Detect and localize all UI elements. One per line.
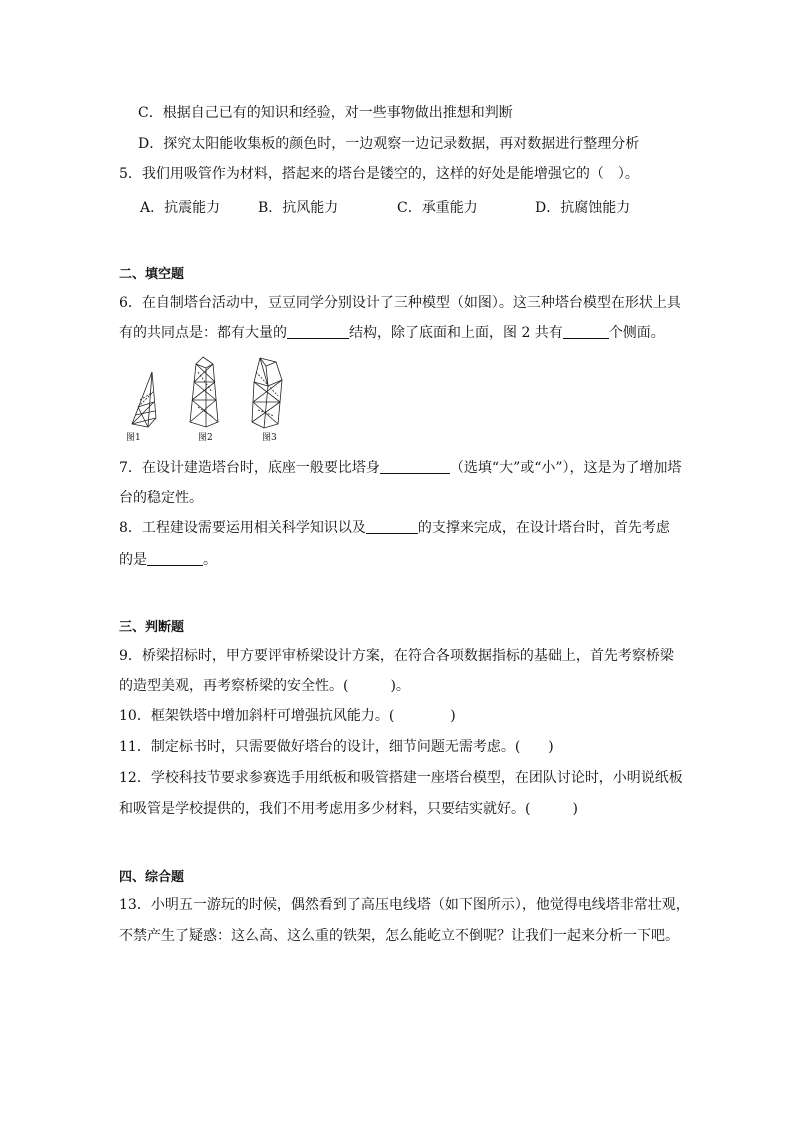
q8-line-1 (119, 519, 670, 537)
tower-models-drawing (118, 352, 298, 442)
q12-line-2: 和吸管是学校提供的，我们不用考虑用多少材料，只要结实就好。( ) (119, 801, 578, 817)
section-3-title: 三、判断题 (119, 620, 185, 635)
q6-text-c: 个侧面。 (608, 325, 665, 341)
fig3-label: 图3 (262, 433, 277, 443)
fig1-outline (132, 372, 152, 427)
q7-text-a: 7．在设计建造塔台时，底座一般要比塔身 (119, 460, 380, 476)
q5-option-b: B．抗风能力 (258, 200, 339, 216)
q5-option-d: D．抗腐蚀能力 (535, 200, 631, 216)
q6-blank-2[interactable] (563, 324, 609, 339)
q5-option-a: A．抗震能力 (140, 200, 221, 216)
q6-blank-1[interactable] (287, 324, 349, 339)
tower-models-figure (118, 352, 298, 442)
fig1-label: 图1 (126, 433, 141, 443)
q4-option-c: C．根据自己已有的知识和经验，对一些事物做出推想和判断 (138, 105, 513, 121)
q8-blank-1[interactable] (366, 519, 418, 534)
q8-text-a: 8．工程建设需要运用相关科学知识以及 (119, 520, 366, 536)
q6-text-b: 结构，除了底面和上面，图 2 共有 (349, 325, 563, 341)
q6-line-1: 6．在自制塔台活动中，豆豆同学分别设计了三种模型（如图）。这三种塔台模型在形状上具 (119, 295, 681, 311)
q6-line-2 (119, 324, 665, 342)
q13-line-2: 不禁产生了疑惑：这么高、这么重的铁架，怎么能屹立不倒呢？让我们一起来分析一下吧。 (119, 928, 679, 944)
q7-text-b: （选填“大”或“小”），这是为了增加塔 (449, 460, 682, 476)
section-2-title: 二、填空题 (119, 267, 185, 282)
q8-line-2 (119, 551, 217, 569)
q11: 11．制定标书时，只需要做好塔台的设计，细节问题无需考虑。( ) (119, 739, 554, 755)
q8-text-c: 的是 (119, 552, 147, 568)
q9-line-1: 9．桥梁招标时，甲方要评审桥梁设计方案，在符合各项数据指标的基础上，首先考察桥梁 (119, 648, 674, 664)
q13-line-1: 13．小明五一游玩的时候，偶然看到了高压电线塔（如下图所示），他觉得电线塔非常壮观， (119, 897, 690, 913)
q6-text-a: 有的共同点是：都有大量的 (119, 325, 287, 341)
q8-blank-2[interactable] (147, 551, 203, 566)
q5-option-c: C．承重能力 (397, 200, 478, 216)
q12-line-1: 12．学校科技节要求参赛选手用纸板和吸管搭建一座塔台模型，在团队讨论时，小明说纸板 (119, 770, 683, 786)
q7-blank[interactable] (380, 459, 450, 474)
q9-line-2: 的造型美观，再考察桥梁的安全性。( )。 (119, 678, 410, 694)
section-4-title: 四、综合题 (119, 870, 185, 885)
q10: 10．框架铁塔中增加斜杆可增强抗风能力。( ) (119, 708, 456, 724)
q4-option-d: D．探究太阳能收集板的颜色时，一边观察一边记录数据，再对数据进行整理分析 (138, 136, 640, 152)
q8-text-d: 。 (203, 552, 217, 568)
q8-text-b: 的支撑来完成，在设计塔台时，首先考虑 (417, 520, 670, 536)
q7-line-1 (119, 459, 682, 477)
fig2-label: 图2 (198, 433, 213, 443)
q5-stem: 5．我们用吸管作为材料，搭起来的塔台是镂空的，这样的好处是能增强它的（ ）。 (119, 166, 639, 182)
q7-line-2: 台的稳定性。 (119, 490, 203, 506)
